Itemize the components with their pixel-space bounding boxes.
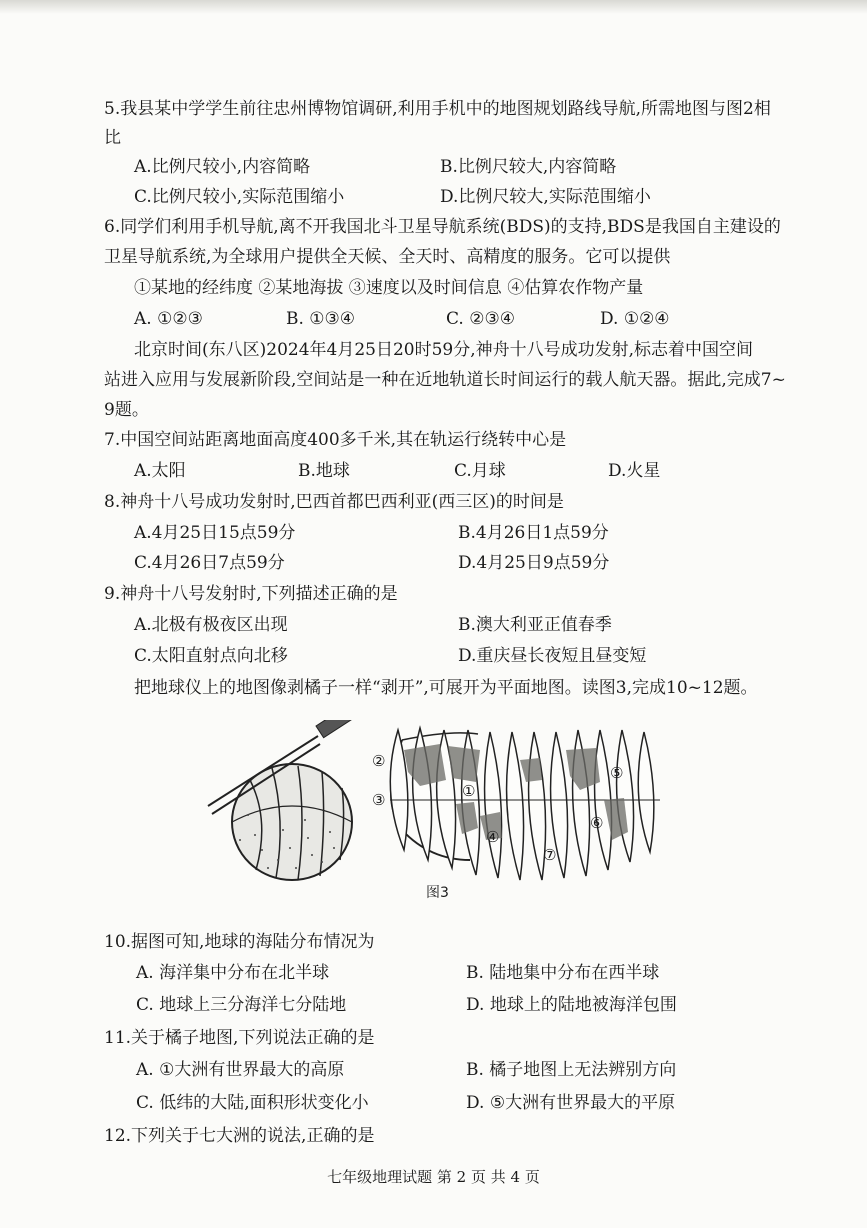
- q6-option-c: C. ②③④: [446, 309, 515, 329]
- q11-option-c: C. 低纬的大陆,面积形状变化小: [136, 1093, 369, 1113]
- q7-option-a: A.太阳: [134, 461, 186, 481]
- figure-label-1: ①: [462, 782, 476, 800]
- q9-stem: 9.神舟十八号发射时,下列描述正确的是: [104, 584, 398, 604]
- figure-label-6: ⑥: [590, 814, 604, 832]
- q8-option-c: C.4月26日7点59分: [134, 553, 285, 573]
- q11-option-a: A. ①大洲有世界最大的高原: [136, 1060, 345, 1080]
- q5-stem-line1: 5.我县某中学学生前往忠州博物馆调研,利用手机中的地图规划路线导航,所需地图与图2相: [104, 99, 771, 119]
- q7-option-d: D.火星: [608, 461, 661, 481]
- q10-stem: 10.据图可知,地球的海陆分布情况为: [104, 932, 375, 952]
- q6-stem-line2: 卫星导航系统,为全球用户提供全天候、全天时、高精度的服务。它可以提供: [104, 247, 671, 267]
- figure-label-7: ⑦: [543, 846, 557, 864]
- q8-option-b: B.4月26日1点59分: [458, 523, 609, 543]
- q10-option-d: D. 地球上的陆地被海洋包围: [466, 995, 677, 1015]
- q10-option-a: A. 海洋集中分布在北半球: [136, 963, 330, 983]
- q5-option-a: A.比例尺较小,内容简略: [134, 157, 311, 177]
- passage1-line3: 9题。: [104, 400, 149, 420]
- q5-option-d: D.比例尺较大,实际范围缩小: [440, 187, 651, 207]
- q6-option-b: B. ①③④: [286, 309, 356, 329]
- q8-stem: 8.神舟十八号成功发射时,巴西首都巴西利亚(西三区)的时间是: [104, 492, 564, 512]
- passage1-line1: 北京时间(东八区)2024年4月25日20时59分,神舟十八号成功发射,标志着中国空间: [134, 340, 754, 360]
- page-footer: 七年级地理试题 第 2 页 共 4 页: [327, 1168, 540, 1186]
- q8-option-a: A.4月25日15点59分: [134, 523, 296, 543]
- passage1-line2: 站进入应用与发展新阶段,空间站是一种在近地轨道长时间运行的载人航天器。据此,完成7~: [104, 370, 786, 390]
- q6-items: ①某地的经纬度 ②某地海拔 ③速度以及时间信息 ④估算农作物产量: [134, 278, 644, 298]
- q6-option-a: A. ①②③: [134, 309, 203, 329]
- q5-option-c: C.比例尺较小,实际范围缩小: [134, 187, 345, 207]
- q7-stem: 7.中国空间站距离地面高度400多千米,其在轨运行绕转中心是: [104, 430, 567, 450]
- orange-illustration: [208, 720, 357, 880]
- scan-edge: [0, 0, 867, 14]
- q11-option-b: B. 橘子地图上无法辨别方向: [466, 1060, 677, 1080]
- q11-stem: 11.关于橘子地图,下列说法正确的是: [104, 1028, 375, 1048]
- passage2-line1: 把地球仪上的地图像剥橘子一样“剥开”,可展开为平面地图。读图3,完成10~12题。: [134, 678, 758, 698]
- figure-label-5: ⑤: [610, 764, 624, 782]
- q8-option-d: D.4月25日9点59分: [458, 553, 610, 573]
- q6-option-d: D. ①②④: [600, 309, 670, 329]
- figure-label-4: ④: [486, 828, 500, 846]
- figure-caption: 图3: [426, 885, 449, 901]
- q9-option-b: B.澳大利亚正值春季: [458, 615, 612, 635]
- q10-option-c: C. 地球上三分海洋七分陆地: [136, 995, 347, 1015]
- q7-option-b: B.地球: [298, 461, 350, 481]
- q12-stem: 12.下列关于七大洲的说法,正确的是: [104, 1126, 375, 1146]
- q10-option-b: B. 陆地集中分布在西半球: [466, 963, 660, 983]
- q11-option-d: D. ⑤大洲有世界最大的平原: [466, 1093, 676, 1113]
- q7-option-c: C.月球: [454, 461, 506, 481]
- q9-option-c: C.太阳直射点向北移: [134, 646, 288, 666]
- q9-option-d: D.重庆昼长夜短且昼变短: [458, 646, 647, 666]
- q5-stem-line2: 比: [104, 128, 121, 148]
- figure-label-2: ②: [372, 752, 386, 770]
- figure-label-3: ③: [372, 791, 386, 809]
- q5-option-b: B.比例尺较大,内容简略: [440, 157, 617, 177]
- q9-option-a: A.北极有极夜区出现: [134, 615, 288, 635]
- figure-3: [0, 720, 867, 890]
- q6-stem-line1: 6.同学们利用手机导航,离不开我国北斗卫星导航系统(BDS)的支持,BDS是我国自主建设的: [104, 217, 781, 237]
- peeled-globe-map: [390, 728, 660, 880]
